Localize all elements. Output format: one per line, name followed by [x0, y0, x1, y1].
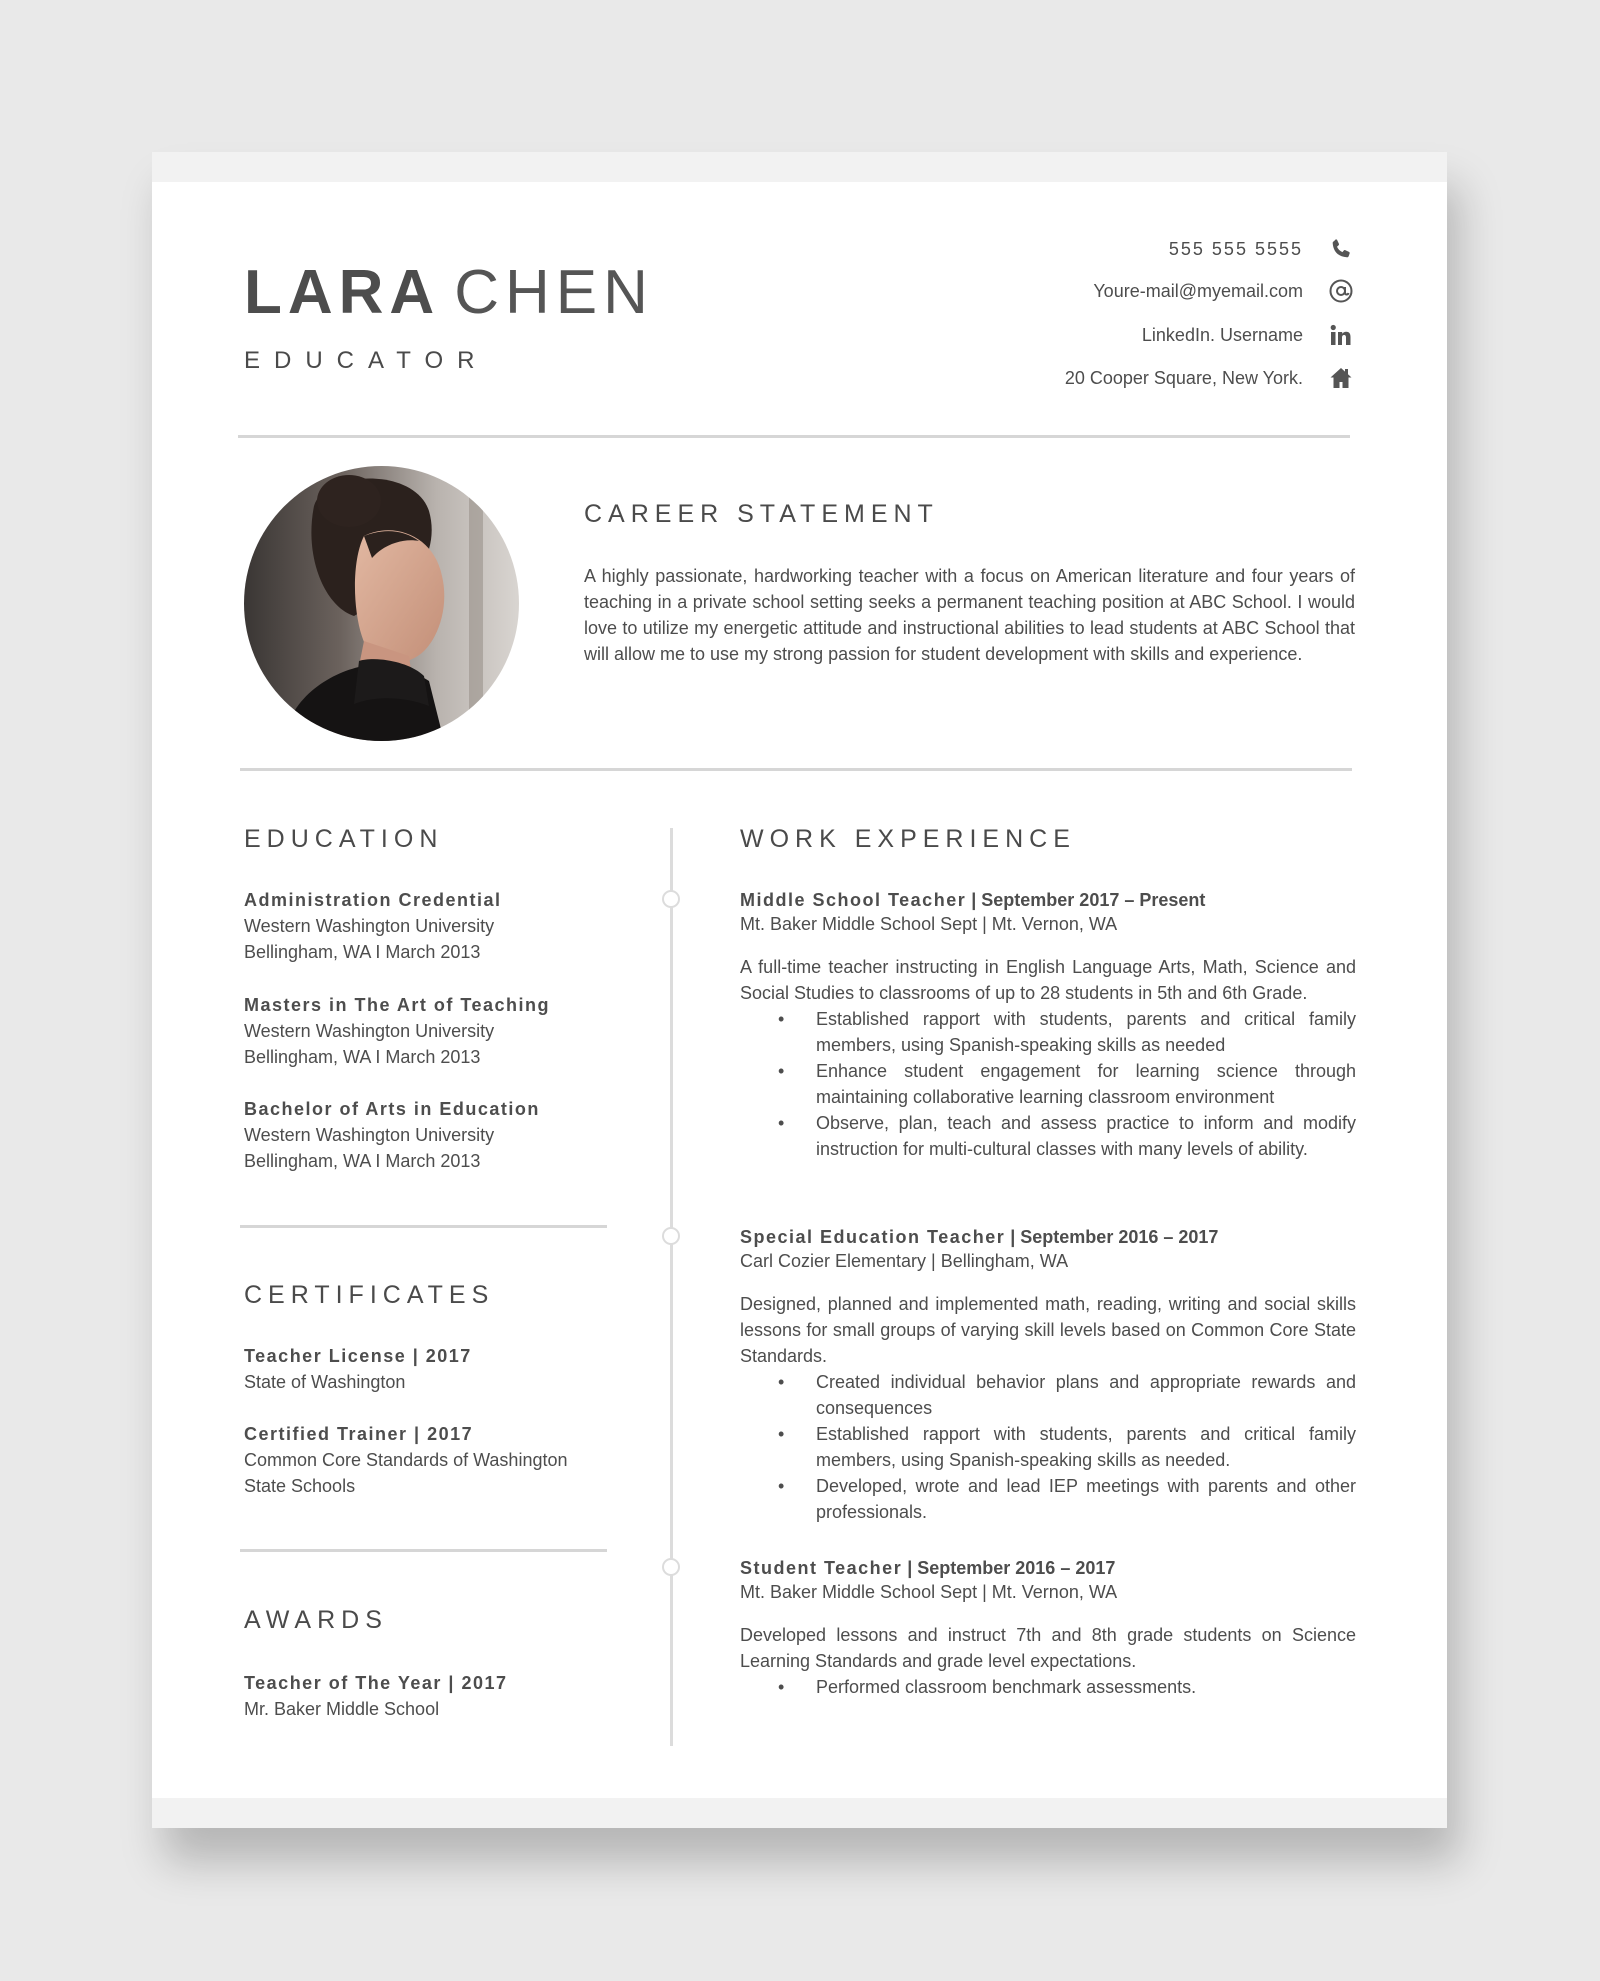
award-name: Teacher of The Year | 2017 — [244, 1673, 508, 1693]
contact-email — [797, 275, 1357, 307]
address-text: 20 Cooper Square, New York. — [1064, 367, 1303, 388]
full-name — [244, 257, 654, 328]
timeline-dot — [662, 1558, 680, 1576]
job-dates: | September 2017 – Present — [971, 890, 1206, 910]
job-bullet: • Established rapport with students, parents and critical family members, using Spanish-speaking skills as needed — [816, 1006, 1356, 1058]
divider-education — [240, 1225, 607, 1228]
education-place-date: Bellingham, WA I March 2013 — [244, 1151, 481, 1171]
resume-page — [152, 152, 1447, 1828]
job-heading — [740, 890, 1356, 911]
linkedin-text[interactable]: LinkedIn. Username — [1141, 324, 1303, 345]
linkedin-icon — [1325, 319, 1357, 351]
job-entry — [740, 1227, 1356, 1525]
education-degree: Bachelor of Arts in Education — [244, 1099, 540, 1119]
certificate-item — [244, 1424, 614, 1499]
education-item — [244, 995, 604, 1070]
job-dates: | September 2016 – 2017 — [902, 1558, 1116, 1578]
job-bullet: • Observe, plan, teach and assess practice to inform and modify instruction for multi-cultural classes with many levels of ability. — [816, 1110, 1356, 1162]
education-place-date: Bellingham, WA I March 2013 — [244, 942, 481, 962]
last-name: CHEN — [454, 258, 654, 327]
work-heading: WORK EXPERIENCE — [740, 825, 1076, 853]
certificate-issuer: State of Washington — [244, 1372, 406, 1392]
career-heading: CAREER STATEMENT — [584, 500, 939, 528]
job-description: Developed lessons and instruct 7th and 8th grade students on Science Learning Standards and grade level expectations. — [740, 1625, 1356, 1671]
career-text: A highly passionate, hardworking teacher with a focus on American literature and four years of teaching in a private school setting seeks a permanent teaching position at ABC School. I would love to utilize my energetic attitude and instructional abilities to lead students at ABC School that will allow me to use my strong passion for student development with skills and experience. — [584, 566, 1355, 664]
timeline-line — [670, 828, 673, 1746]
awards-heading: AWARDS — [244, 1606, 388, 1634]
certificate-name: Certified Trainer | 2017 — [244, 1424, 474, 1444]
certificates-heading: CERTIFICATES — [244, 1281, 495, 1309]
first-name: LARA — [244, 258, 441, 327]
divider-header — [238, 435, 1350, 438]
job-role: Student Teacher — [740, 1558, 903, 1578]
at-icon — [1325, 275, 1357, 307]
job-bullets — [740, 1006, 1356, 1162]
education-item — [244, 890, 604, 965]
education-degree: Administration Credential — [244, 890, 502, 910]
education-degree: Masters in The Art of Teaching — [244, 995, 551, 1015]
job-entry — [740, 1558, 1356, 1700]
top-band — [152, 152, 1447, 182]
divider-career — [240, 768, 1352, 771]
certificate-item — [244, 1346, 604, 1395]
job-bullets — [740, 1674, 1356, 1700]
award-issuer: Mr. Baker Middle School — [244, 1699, 440, 1719]
profile-photo — [244, 466, 519, 741]
contact-linkedin — [797, 319, 1357, 351]
job-role: Middle School Teacher — [740, 890, 967, 910]
job-role: Special Education Teacher — [740, 1227, 1006, 1247]
phone-text: 555 555 5555 — [1168, 238, 1303, 259]
job-description: A full-time teacher instructing in English Language Arts, Math, Science and Social Studies to classrooms of up to 28 students in 5th and 6th Grade. — [740, 957, 1356, 1003]
divider-certificates — [240, 1549, 607, 1552]
timeline-dot — [662, 1227, 680, 1245]
education-heading: EDUCATION — [244, 825, 444, 853]
job-heading — [740, 1558, 1356, 1579]
job-bullet: • Developed, wrote and lead IEP meetings with parents and other professionals. — [816, 1473, 1356, 1525]
job-bullet: • Created individual behavior plans and appropriate rewards and consequences — [816, 1369, 1356, 1421]
bottom-band — [152, 1798, 1447, 1828]
education-place-date: Bellingham, WA I March 2013 — [244, 1047, 481, 1067]
job-bullets — [740, 1369, 1356, 1525]
education-school: Western Washington University — [244, 916, 495, 936]
award-item — [244, 1673, 604, 1722]
phone-icon — [1325, 233, 1357, 265]
education-school: Western Washington University — [244, 1021, 495, 1041]
education-school: Western Washington University — [244, 1125, 495, 1145]
job-bullet: • Performed classroom benchmark assessments. — [816, 1674, 1356, 1700]
education-item — [244, 1099, 604, 1174]
job-bullet: • Established rapport with students, parents and critical family members, using Spanish-speaking skills as needed. — [816, 1421, 1356, 1473]
job-bullet: • Enhance student engagement for learning science through maintaining collaborative learning classroom environment — [816, 1058, 1356, 1110]
job-title: EDUCATOR — [244, 347, 489, 374]
certificate-name: Teacher License | 2017 — [244, 1346, 472, 1366]
home-icon — [1325, 362, 1357, 394]
job-place: Carl Cozier Elementary | Bellingham, WA — [740, 1251, 1069, 1271]
timeline-dot — [662, 890, 680, 908]
certificate-issuer: Common Core Standards of Washington State Schools — [244, 1450, 568, 1496]
contact-address — [797, 362, 1357, 394]
job-description: Designed, planned and implemented math, reading, writing and social skills lessons for small groups of varying skill levels based on Common Core State Standards. — [740, 1294, 1356, 1366]
job-dates: | September 2016 – 2017 — [1005, 1227, 1219, 1247]
job-place: Mt. Baker Middle School Sept | Mt. Vernon, WA — [740, 1582, 1118, 1602]
email-text[interactable]: Youre-mail@myemail.com — [1093, 280, 1303, 301]
job-heading — [740, 1227, 1356, 1248]
job-place: Mt. Baker Middle School Sept | Mt. Vernon, WA — [740, 914, 1118, 934]
contact-phone — [797, 233, 1357, 265]
job-entry — [740, 890, 1356, 1162]
